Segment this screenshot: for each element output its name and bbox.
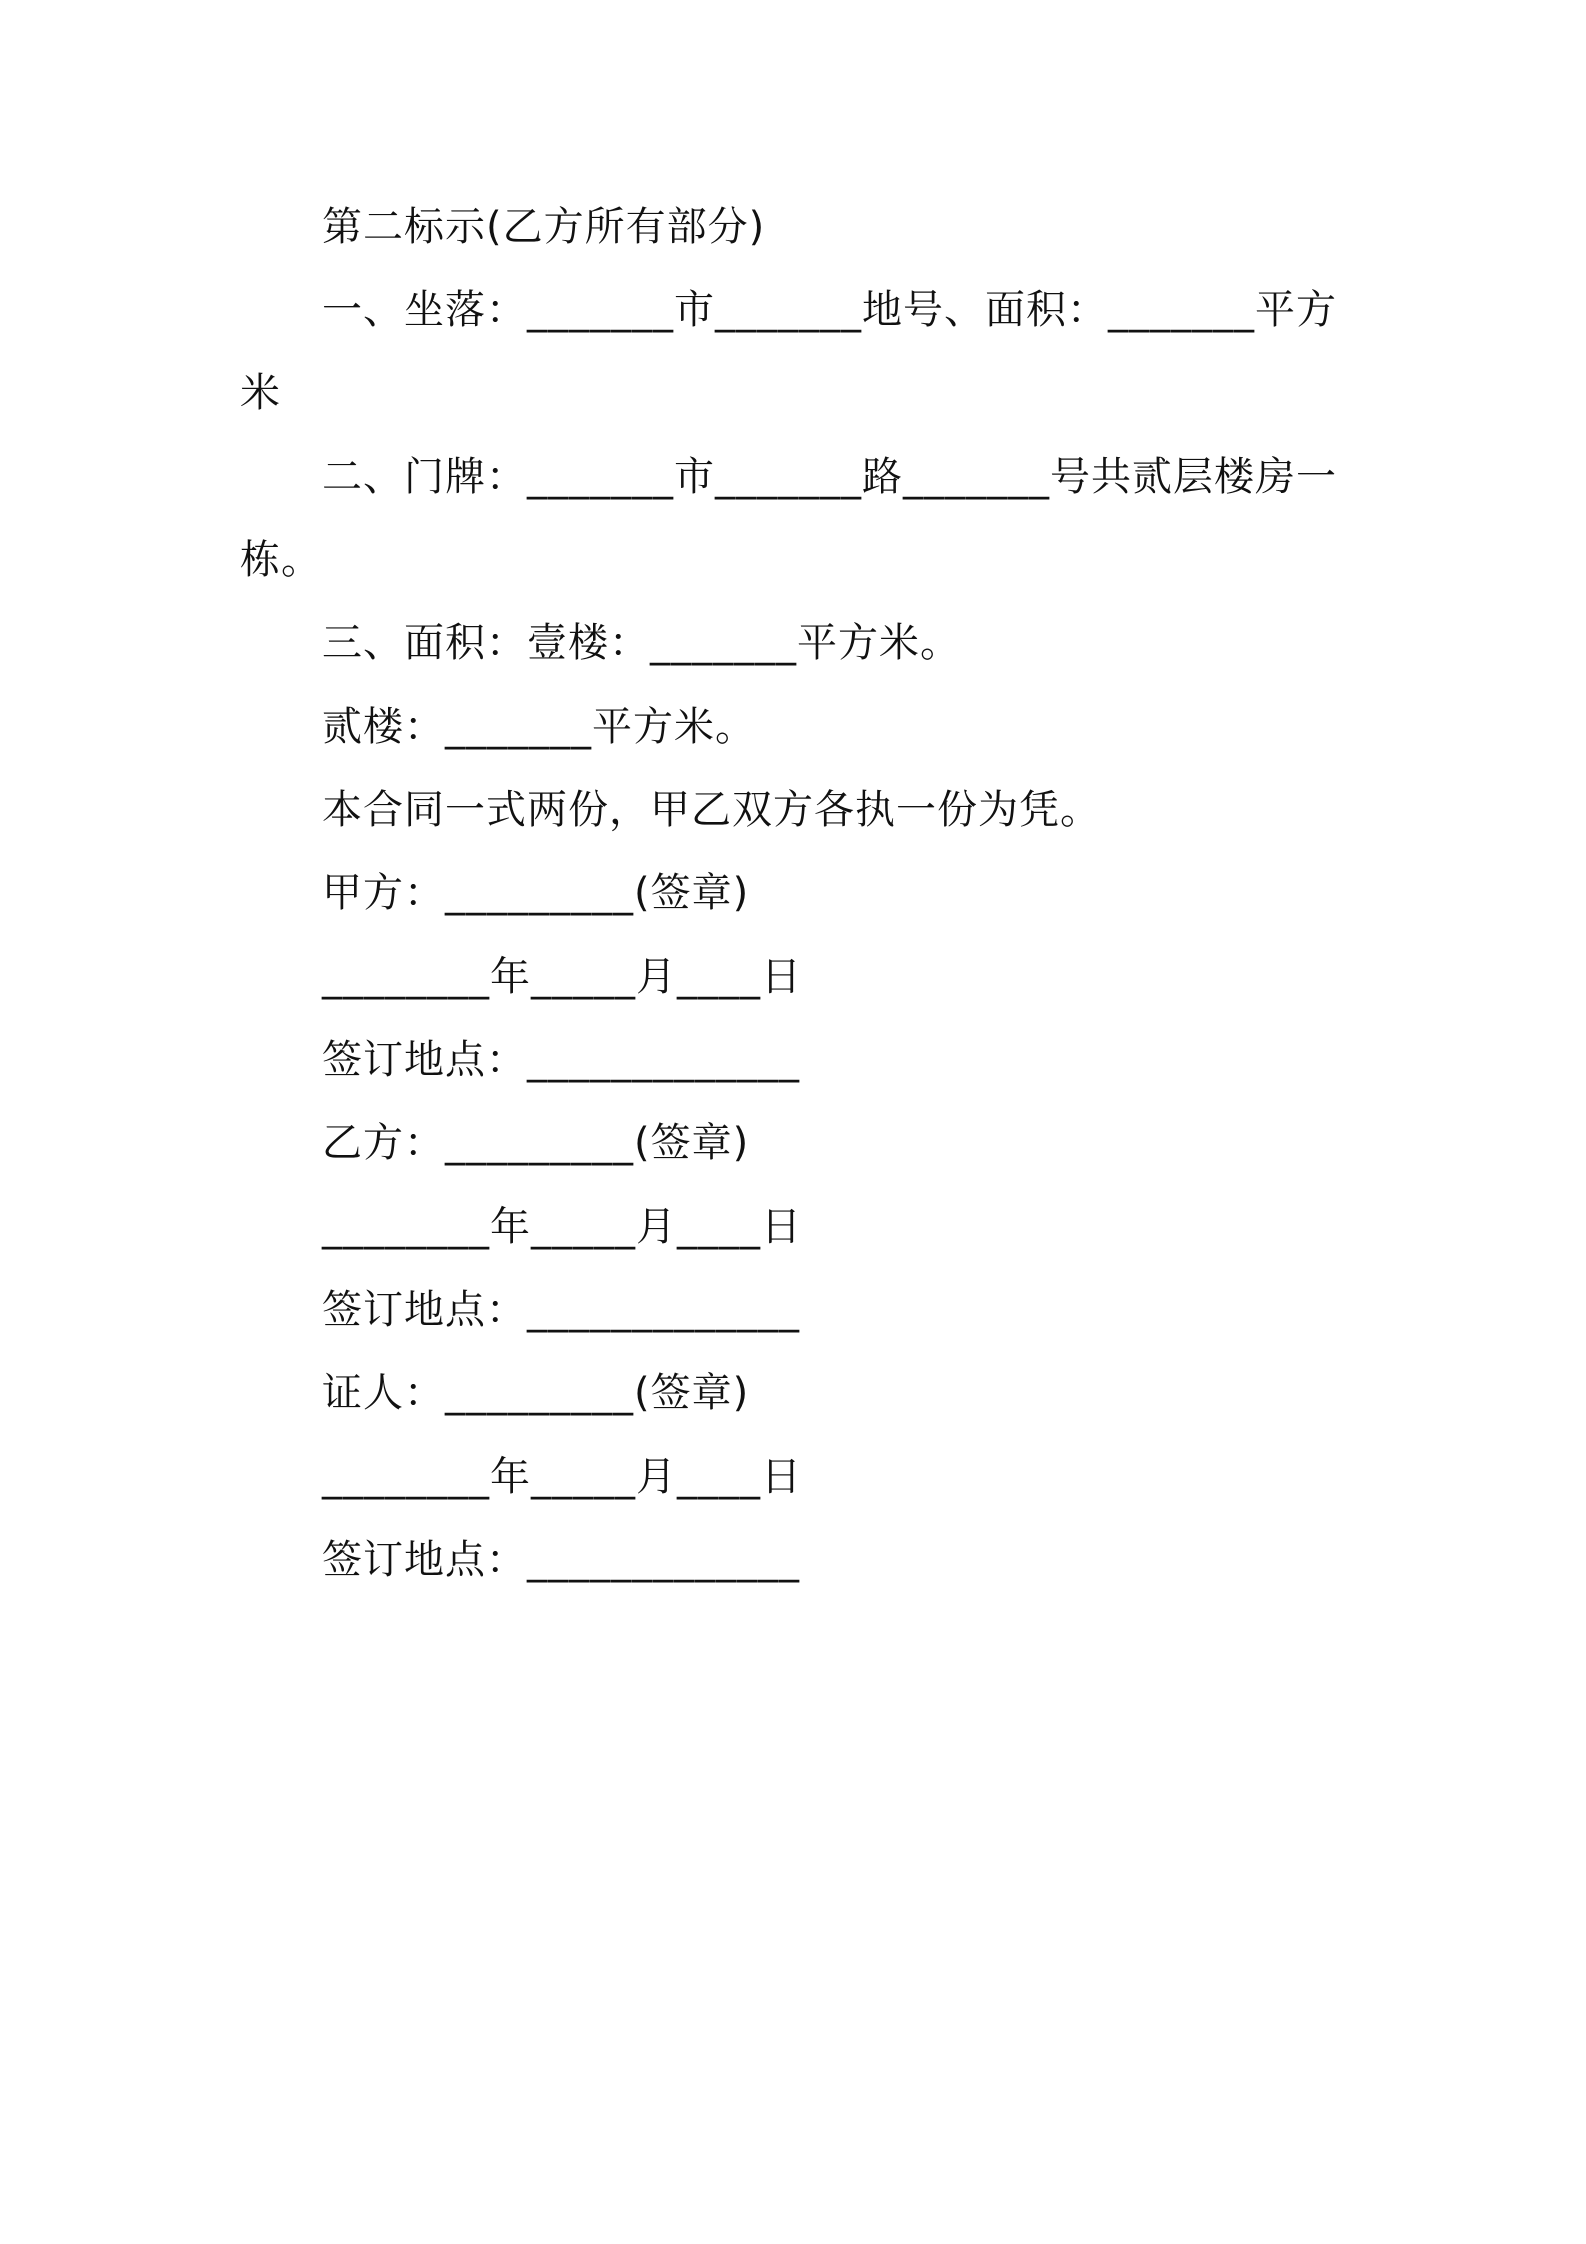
party-a-signature-line: 甲方：_________(签章) [322, 870, 750, 916]
location-line-continued: 米 [240, 370, 281, 416]
witness-signature-line: 证人：_________(签章) [322, 1370, 750, 1416]
witness-date-line: ________年_____月____日 [322, 1454, 802, 1500]
location-line: 一、坐落：_______市_______地号、面积：_______平方 [322, 287, 1337, 333]
party-b-signature-line: 乙方：_________(签章) [322, 1120, 750, 1166]
party-a-date-line: ________年_____月____日 [322, 954, 802, 1000]
address-line: 二、门牌：_______市_______路_______号共贰层楼房一 [322, 454, 1337, 500]
section-heading: 第二标示(乙方所有部分) [322, 204, 766, 250]
address-line-continued: 栋。 [240, 537, 322, 583]
copies-note: 本合同一式两份，甲乙双方各执一份为凭。 [322, 787, 1101, 833]
party-b-place-line: 签订地点：_____________ [322, 1287, 800, 1333]
first-floor-area-line: 三、面积：壹楼：_______平方米。 [322, 620, 961, 666]
witness-place-line: 签订地点：_____________ [322, 1537, 800, 1583]
second-floor-area-line: 贰楼：_______平方米。 [322, 704, 756, 750]
party-b-date-line: ________年_____月____日 [322, 1204, 802, 1250]
party-a-place-line: 签订地点：_____________ [322, 1037, 800, 1083]
